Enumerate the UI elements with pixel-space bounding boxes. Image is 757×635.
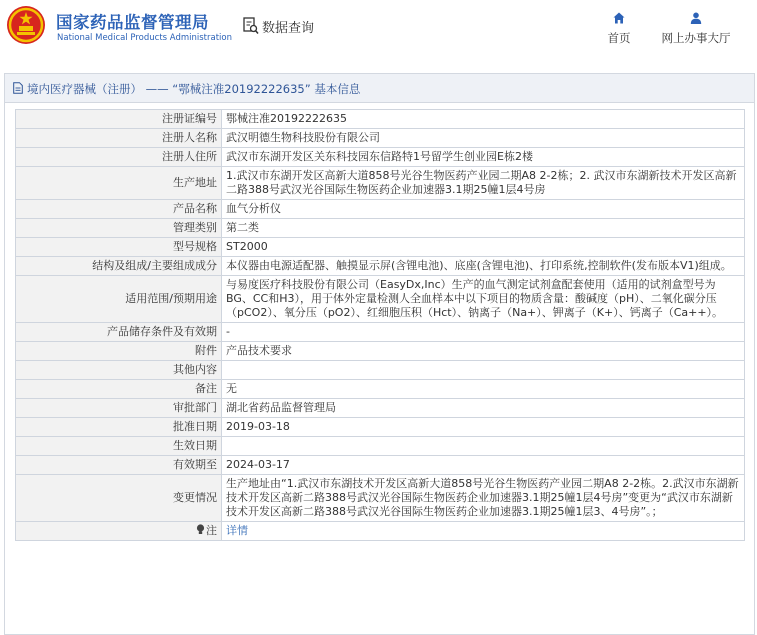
table-row — [16, 129, 745, 148]
table-row — [16, 110, 745, 129]
note-label: 注 — [206, 524, 217, 537]
detail-panel — [4, 73, 755, 635]
valid-until-value: 2024-03-17 — [222, 456, 745, 475]
registrant-label: 注册人名称 — [16, 129, 222, 148]
site-header — [0, 0, 757, 58]
table-row — [16, 238, 745, 257]
table-row — [16, 361, 745, 380]
attachment-label: 附件 — [16, 342, 222, 361]
structure-value: 本仪器由电源适配器、触摸显示屏(含锂电池)、底座(含锂电池)、打印系统,控制软件(发布版本V1)组成。 — [222, 257, 745, 276]
mgmt-class-value: 第二类 — [222, 219, 745, 238]
data-query-icon[interactable] — [243, 17, 259, 35]
other-value — [222, 361, 745, 380]
approval-date-label: 批准日期 — [16, 418, 222, 437]
page-title: 境内医疗器械（注册） —— “鄂械注准20192222635” 基本信息 — [27, 82, 361, 96]
effective-date-value — [222, 437, 745, 456]
registration-info-table — [15, 109, 745, 541]
intended-use-value: 与易度医疗科技股份有限公司（EasyDx,Inc）生产的血气测定试剂盒配套使用（适用的试剂盒型号为BG、CC和H3），用于体外定量检测人全血样本中以下项目的物质含量：酸碱度（pH）、二氧化碳分压（pCO2）、氧分压（pO2）、红细胞压积（Hct）、钠离子（Na+）、钾离子（K+）、钙离子（Ca++）。 — [222, 276, 745, 323]
table-row — [16, 437, 745, 456]
table-row — [16, 522, 745, 541]
product-name-label: 产品名称 — [16, 200, 222, 219]
valid-until-label: 有效期至 — [16, 456, 222, 475]
table-row — [16, 323, 745, 342]
approval-dept-value: 湖北省药品监督管理局 — [222, 399, 745, 418]
table-row — [16, 148, 745, 167]
attachment-value: 产品技术要求 — [222, 342, 745, 361]
user-icon — [690, 12, 702, 24]
table-row — [16, 167, 745, 200]
nav-home-button[interactable] — [602, 12, 636, 46]
site-name-cn: 国家药品监督管理局 — [56, 13, 209, 32]
remark-label: 备注 — [16, 380, 222, 399]
table-row — [16, 475, 745, 522]
note-label-cell — [16, 522, 222, 541]
nav-online-hall-label: 网上办事大厅 — [661, 31, 731, 45]
production-addr-value: 1.武汉市东湖开发区高新大道858号光谷生物医药产业园二期A8 2-2栋；2. 武汉市东湖新技术开发区高新二路388号武汉光谷国际生物医药企业加速器3.1期25幢1层4号房 — [222, 167, 745, 200]
changes-value: 生产地址由“1.武汉市东湖技术开发区高新大道858号光谷生物医药产业园二期A8 2-2栋。2.武汉市东湖新技术开发区高新二路388号武汉光谷国际生物医药企业加速器3.1期25幢1层4号房”变更为“武汉市东湖新技术开发区高新二路388号武汉光谷国际生物医药企业加速器3.1期25幢1层3、4号房”。； — [222, 475, 745, 522]
other-label: 其他内容 — [16, 361, 222, 380]
data-query-link[interactable]: 数据查询 — [262, 21, 315, 36]
table-row — [16, 276, 745, 323]
reg-no-value: 鄂械注准20192222635 — [222, 110, 745, 129]
document-icon — [13, 82, 23, 94]
storage-label: 产品储存条件及有效期 — [16, 323, 222, 342]
detail-title-bar — [5, 74, 754, 103]
nav-online-hall-button[interactable] — [656, 12, 736, 46]
note-value-cell — [222, 522, 745, 541]
product-name-value: 血气分析仪 — [222, 200, 745, 219]
registrant-addr-label: 注册人住所 — [16, 148, 222, 167]
home-icon — [613, 12, 625, 24]
lightbulb-icon — [196, 524, 205, 535]
structure-label: 结构及组成/主要组成成分 — [16, 257, 222, 276]
table-row — [16, 456, 745, 475]
registrant-addr-value: 武汉市东湖开发区关东科技园东信路特1号留学生创业园E栋2楼 — [222, 148, 745, 167]
details-link[interactable]: 详情 — [226, 524, 248, 537]
model-spec-value: ST2000 — [222, 238, 745, 257]
national-emblem-icon — [6, 5, 46, 45]
registrant-value: 武汉明德生物科技股份有限公司 — [222, 129, 745, 148]
site-name-en: National Medical Products Administration — [57, 33, 232, 43]
table-row — [16, 418, 745, 437]
table-row — [16, 342, 745, 361]
model-spec-label: 型号规格 — [16, 238, 222, 257]
table-row — [16, 257, 745, 276]
changes-label: 变更情况 — [16, 475, 222, 522]
intended-use-label: 适用范围/预期用途 — [16, 276, 222, 323]
approval-dept-label: 审批部门 — [16, 399, 222, 418]
remark-value: 无 — [222, 380, 745, 399]
table-row — [16, 380, 745, 399]
storage-value: - — [222, 323, 745, 342]
approval-date-value: 2019-03-18 — [222, 418, 745, 437]
production-addr-label: 生产地址 — [16, 167, 222, 200]
nav-home-label: 首页 — [607, 31, 631, 45]
table-row — [16, 219, 745, 238]
table-row — [16, 200, 745, 219]
effective-date-label: 生效日期 — [16, 437, 222, 456]
table-row — [16, 399, 745, 418]
mgmt-class-label: 管理类别 — [16, 219, 222, 238]
reg-no-label: 注册证编号 — [16, 110, 222, 129]
